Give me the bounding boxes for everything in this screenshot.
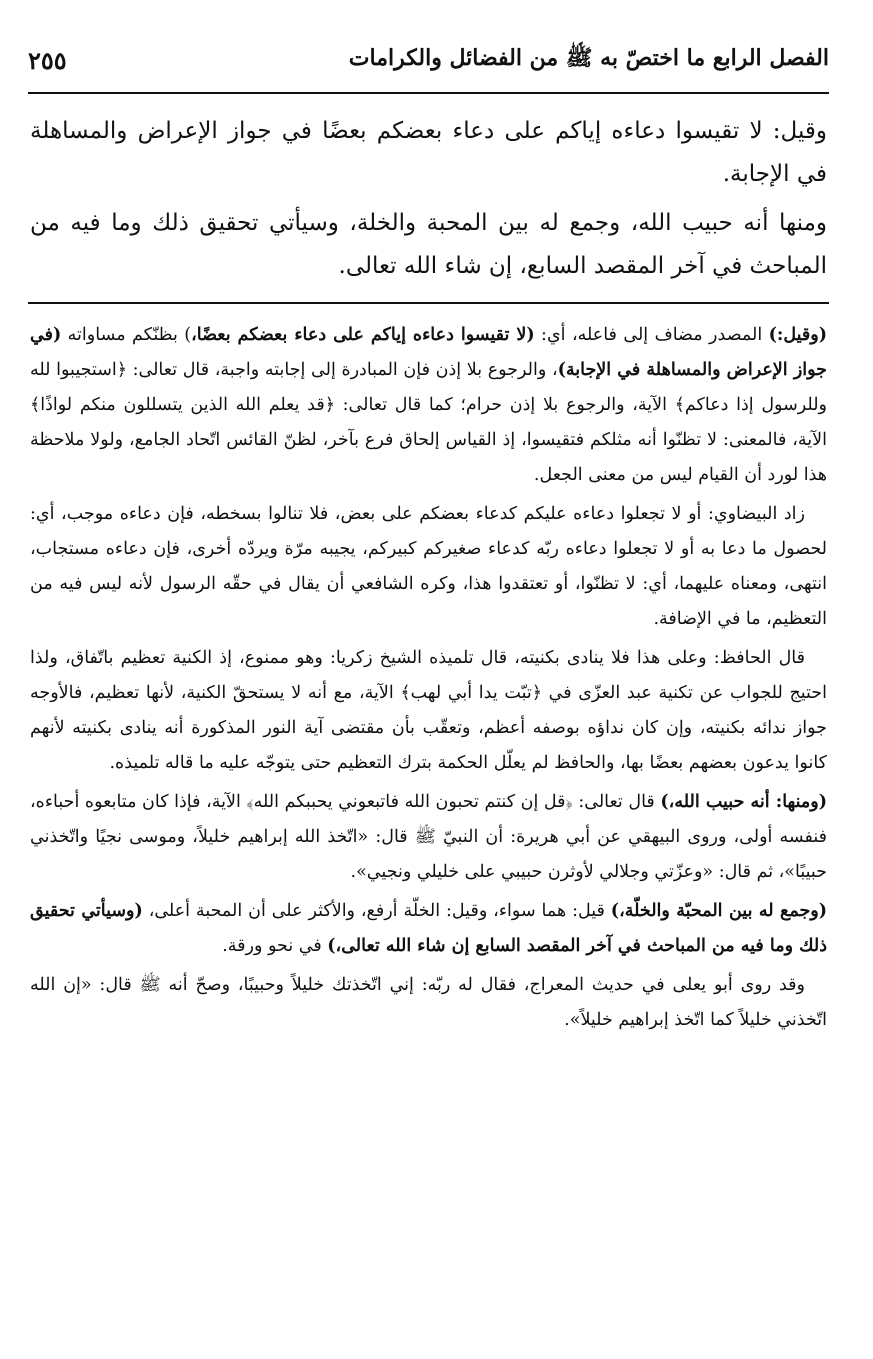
commentary-span: قال تعالى: ﴿قل إن كنتم تحبون الله فاتبعوني يحببكم الله﴾ الآية، فإذا كان متابعوه أحباءه، فنفسه أولى، وروى البيهقي عن أبي هريرة: أن النبيّ ﷺ قال: «اتّخذ الله إبراهيم خليلاً، وموسى نجيًا واتّخذني حبيبًا»، ثم قال: «وعزّتي وجلالي لأوثرن حبيبي على خليلي ونجيي». [30, 792, 827, 882]
commentary-divider [28, 302, 829, 304]
commentary-span: ، والرجوع بلا إذن فإن المبادرة إلى إجابته واجبة، قال تعالى: ﴿استجيبوا لله وللرسول إذا دعاكم﴾ الآية، والرجوع بلا إذن حرام؛ كما قال تعالى: ﴿قد يعلم الله الذين يتسللون منكم لواذًا﴾ الآية، فالمعنى: لا تظنّوا أنه مثلكم فتقيسوا، إذ القياس إلحاق فرع بآخر، لظنّ القائس اتّحاد الجامع، ولولا ملاحظة هذا لورد أن القيام ليس من معنى الجعل. [30, 360, 827, 485]
commentary-paragraph-1 [30, 318, 827, 493]
commentary-span: ) بظنّكم مساواته [61, 325, 192, 345]
commentary-text [30, 318, 827, 1042]
main-text [30, 110, 827, 294]
commentary-paragraph-3: قال الحافظ: وعلى هذا فلا ينادى بكنيته، قال تلميذه الشيخ زكريا: وهو ممنوع، إذ الكنية تعظيم باتّفاق، ولذا احتيج للجواب عن تكنية عبد العزّى في ﴿تبّت يدا أبي لهب﴾ الآية، مع أنه لا يستحقّ الكنية، لأنها تعظيم، فالأوجه جواز ندائه بكنيته، وإن كان نداؤه بوصفه أعظم، وتعقّب بأن مقتضى آية النور المذكورة أنه ينادى بكنيته لأنهم كانوا يدعون بعضهم بعضًا بها، والحافظ لم يعلّل الحكمة بترك التعظيم حتى يتوجّه عليه ما قاله تلميذه. [30, 648, 827, 773]
commentary-paragraph-6: وقد روى أبو يعلى في حديث المعراج، فقال له ربّه: إني اتّخذتك خليلاً وحبيبًا، وصحّ أنه ﷺ قال: «إن الله اتّخذني خليلاً كما اتّخذ إبراهيم خليلاً». [30, 975, 827, 1030]
commentary-span: في نحو ورقة. [222, 936, 328, 956]
quoted-phrase: (وجمع له بين المحبّة والخلّة،) [610, 901, 828, 921]
page-number: ٢٥٥ [28, 45, 67, 75]
quoted-phrase: (ومنها: أنه حبيب الله،) [660, 792, 827, 812]
quoted-phrase [535, 325, 827, 345]
commentary-paragraph-2: زاد البيضاوي: أو لا تجعلوا دعاءه عليكم كدعاء بعضكم على بعض، فلا تنالوا بسخطه، فإن دعاءه موجب، أي: لحصول ما دعا به أو لا تجعلوا دعاءه ربّه كدعاء صغيركم كبيركم، يجيبه مرّة ويردّه أخرى، فإن دعاءه مستجاب، انتهى، ومعناه عليهما، أي: لا تظنّوا، أو تعتقدوا هذا، وكره الشافعي أن يقال في حقّه الرسول لأنه ليس فيه من التعظيم، ما في الإضافة. [30, 504, 827, 629]
main-text-paragraph-2: ومنها أنه حبيب الله، وجمع له بين المحبة والخلة، وسيأتي تحقيق ذلك وما فيه من المباحث في آخر المقصد السابع، إن شاء الله تعالى. [30, 210, 827, 279]
quoted-phrase: (وسيأتي تحقيق ذلك وما فيه من المباحث في آخر المقصد السابع إن شاء الله تعالى،) [30, 901, 827, 956]
commentary-paragraph-5 [30, 894, 827, 964]
commentary-paragraph-4 [30, 785, 827, 890]
chapter-title: الفصل الرابع ما اختصّ به ﷺ من الفضائل والكرامات [348, 45, 829, 71]
quoted-phrase: (وقيل:) [768, 325, 827, 345]
commentary-span: قيل: هما سواء، وقيل: الخلّة أرفع، والأكثر على أن المحبة أعلى، [142, 901, 611, 921]
page-header [28, 34, 829, 86]
commentary-span: المصدر مضاف إلى فاعله، أي: [534, 325, 769, 345]
quoted-phrase: (في جواز الإعراض والمساهلة في الإجابة) [30, 325, 827, 380]
header-divider [28, 92, 829, 94]
quoted-phrase: (لا تقيسوا دعاءه إياكم على دعاء بعضكم بعضًا، [191, 325, 535, 345]
main-text-paragraph-1: وقيل: لا تقيسوا دعاءه إياكم على دعاء بعضكم بعضًا في جواز الإعراض والمساهلة في الإجابة. [30, 118, 827, 187]
